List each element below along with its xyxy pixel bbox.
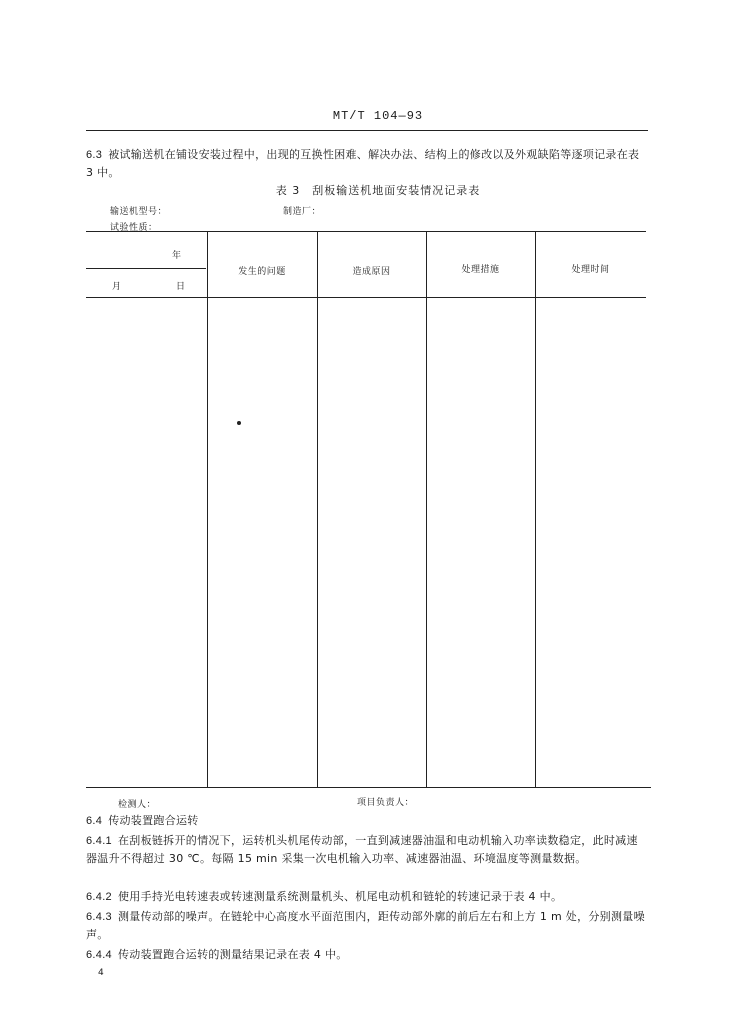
manufacturer-label: 制造厂： (283, 207, 322, 217)
table-top-border (86, 231, 646, 232)
header-rule (86, 130, 648, 131)
inspector-label: 检测人： (118, 800, 157, 810)
section-number: 6.4.4 (86, 949, 112, 961)
test-nature-label: 试验性质： (110, 223, 158, 233)
col-header-measures: 处理措施 (461, 265, 500, 275)
table-header-bottom-border (86, 297, 646, 298)
section-6-4-4 (86, 946, 648, 964)
section-text: 使用手持光电转速表或转速测量系统测量机头、机尾电动机和链轮的转速记录于表 4 中。 (117, 890, 563, 903)
date-header-divider (86, 268, 206, 269)
col-divider-4 (535, 231, 536, 787)
section-number: 6.4.2 (86, 891, 112, 903)
col-header-time: 处理时间 (571, 265, 610, 275)
section-text: 测量传动部的噪声。在链轮中心高度水平面范围内，距传动部外廓的前后左右和上方 1 m 处，分别测量噪声。 (86, 910, 645, 941)
section-number: 6.3 (86, 149, 103, 161)
section-6-4-1 (86, 832, 648, 868)
header-year: 年 (172, 251, 182, 261)
model-label: 输送机型号： (110, 207, 168, 217)
section-number: 6.4 (86, 815, 103, 827)
section-6-3 (86, 146, 648, 182)
col-divider-1 (207, 231, 208, 787)
section-number: 6.4.3 (86, 911, 112, 923)
col-divider-2 (317, 231, 318, 787)
section-6-4 (86, 812, 648, 830)
section-6-4-2 (86, 888, 648, 906)
table-bottom-border (86, 787, 651, 788)
section-number: 6.4.1 (86, 835, 112, 847)
col-header-problem: 发生的问题 (238, 267, 286, 277)
section-text: 被试输送机在铺设安装过程中，出现的互换性困难、解决办法、结构上的修改以及外观缺陷等逐项记录在表 3 中。 (86, 148, 640, 179)
page-number: 4 (98, 968, 104, 978)
table-caption: 表 3 刮板输送机地面安装情况记录表 (275, 184, 481, 197)
section-text: 传动装置跑合运转的测量结果记录在表 4 中。 (117, 948, 348, 961)
scan-speck (237, 421, 241, 425)
project-lead-label: 项目负责人： (357, 798, 415, 808)
col-divider-3 (426, 231, 427, 787)
header-month: 月 (112, 282, 122, 292)
header-day: 日 (176, 282, 186, 292)
section-6-4-3 (86, 908, 648, 944)
section-text: 传动装置跑合运转 (108, 814, 199, 827)
standard-code-header: MT/T 104—93 (332, 109, 424, 123)
col-header-cause: 造成原因 (352, 267, 391, 277)
section-text: 在刮板链拆开的情况下，运转机头机尾传动部，一直到减速器油温和电动机输入功率读数稳定，此时减速器温升不得超过 30 ℃。每隔 15 min 采集一次电机输入功率、减速器油温、环境温度等测量数据。 (86, 834, 638, 865)
